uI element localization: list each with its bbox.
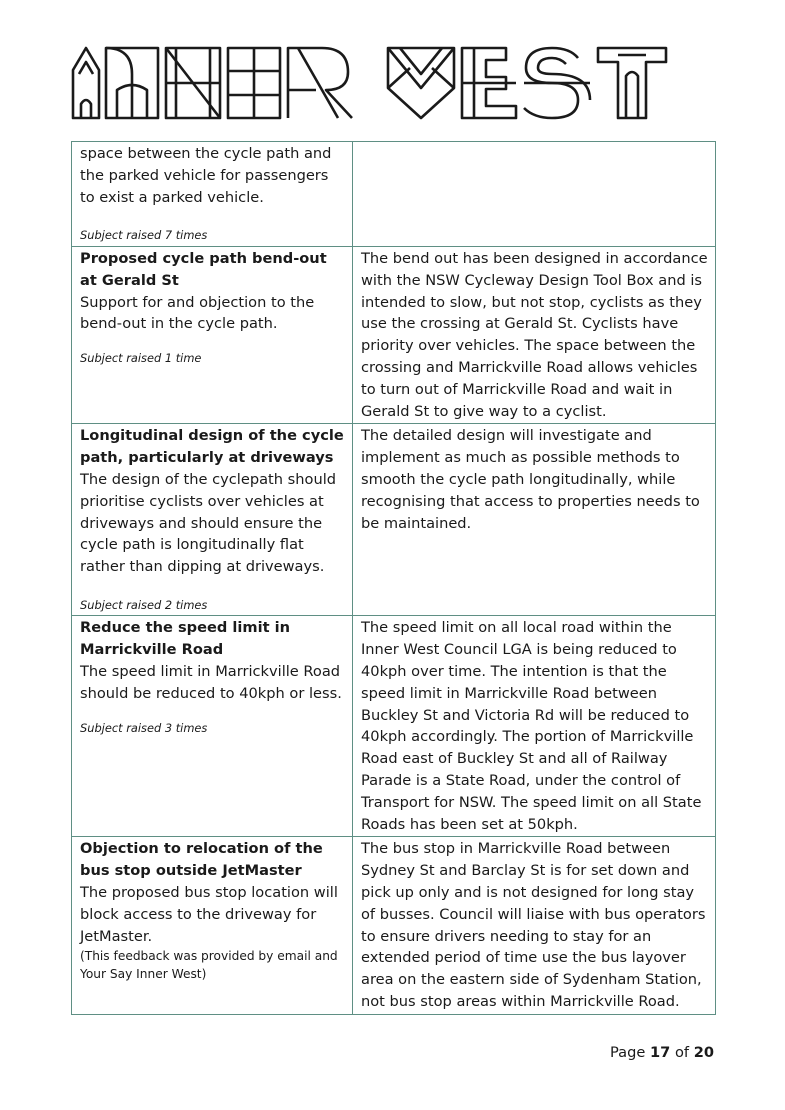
response-cell: The bus stop in Marrickville Road between Sydney St and Barclay St is for set down and pick up only and is not designed for long stay of busses. Council will liaise with bus operators to ensure drivers needing to stay for an extended period of time use the bus layover area on the eastern side of Sydenham Station, not bus stop areas within Marrickville Road. [353,837,716,1014]
subject-raised-count: Subject raised 2 times [80,597,208,612]
logo-letter-t [598,48,666,118]
subject-cell [72,616,353,837]
subject-raised-count: Subject raised 3 times [80,720,208,735]
page-current: 17 [650,1044,671,1061]
page-of: of [674,1044,690,1061]
subject-raised-count: Subject raised 7 times [80,228,208,243]
response-cell [353,142,716,247]
response-cell: The bend out has been designed in accordance with the NSW Cycleway Design Tool Box and is intended to slow, but not stop, cyclists as they use the crossing at Gerald St. Cyclists have priority over vehicles. The space between the crossing and Marrickville Road allows vehicles to turn out of Marrickville Road and wait in Gerald St to give way to a cyclist. [353,247,716,424]
subject-cell [72,142,353,247]
subject-raised-count: Subject raised 1 time [80,351,202,366]
subject-cell [72,424,353,616]
logo-letter-r [288,48,352,118]
table-row [72,837,716,1014]
logo-letter-i [73,48,99,118]
inner-west-logo [70,44,670,120]
page-number [610,1044,714,1061]
logo-letter-e [228,48,280,118]
table-row [72,142,716,247]
page-prefix: Page [610,1044,646,1061]
response-cell: The detailed design will investigate and implement as much as possible methods to smooth the cycle path longitudinally, while recognising that access to properties needs to be maintained. [353,424,716,616]
subject-body: The design of the cyclepath should prioritise cyclists over vehicles at driveways and should ensure the cycle path is longitudinally flat rather than dipping at driveways. [80,470,337,576]
page-total: 20 [693,1044,714,1061]
logo-letter-s [524,48,590,118]
subject-title: Longitudinal design of the cycle path, particularly at driveways [80,427,344,467]
logo-letter-n1 [106,48,158,118]
subject-cell [72,837,353,1014]
subject-body: The speed limit in Marrickville Road should be reduced to 40kph or less. [80,662,342,702]
subject-title: Reduce the speed limit in Marrickville Road [80,619,291,659]
table-row [72,616,716,837]
table-row [72,247,716,424]
subject-title: Objection to relocation of the bus stop outside JetMaster [80,840,323,880]
subject-note: (This feedback was provided by email and Your Say Inner West) [80,949,338,982]
subject-cell [72,247,353,424]
response-cell: The speed limit on all local road within the Inner West Council LGA is being reduced to 40kph over time. The intention is that the speed limit in Marrickville Road between Buckley St and Victoria Rd will be reduced to 40kph accordingly. The portion of Marrickville Road east of Buckley St and all of Railway Parade is a State Road, under the control of Transport for NSW. The speed limit on all State Roads has been set at 50kph. [353,616,716,837]
subject-title: Proposed cycle path bend-out at Gerald St [80,250,327,289]
logo-letter-n2 [166,48,220,118]
subject-body: The proposed bus stop location will block access to the driveway for JetMaster. [80,883,338,945]
feedback-table [71,141,716,1015]
logo-letter-e2 [462,48,516,118]
table-row [72,424,716,616]
logo-letter-w [388,48,454,118]
subject-body: Support for and objection to the bend-out in the cycle path. [80,293,315,333]
subject-body: space between the cycle path and the parked vehicle for passengers to exist a parked vehicle. [80,145,332,206]
